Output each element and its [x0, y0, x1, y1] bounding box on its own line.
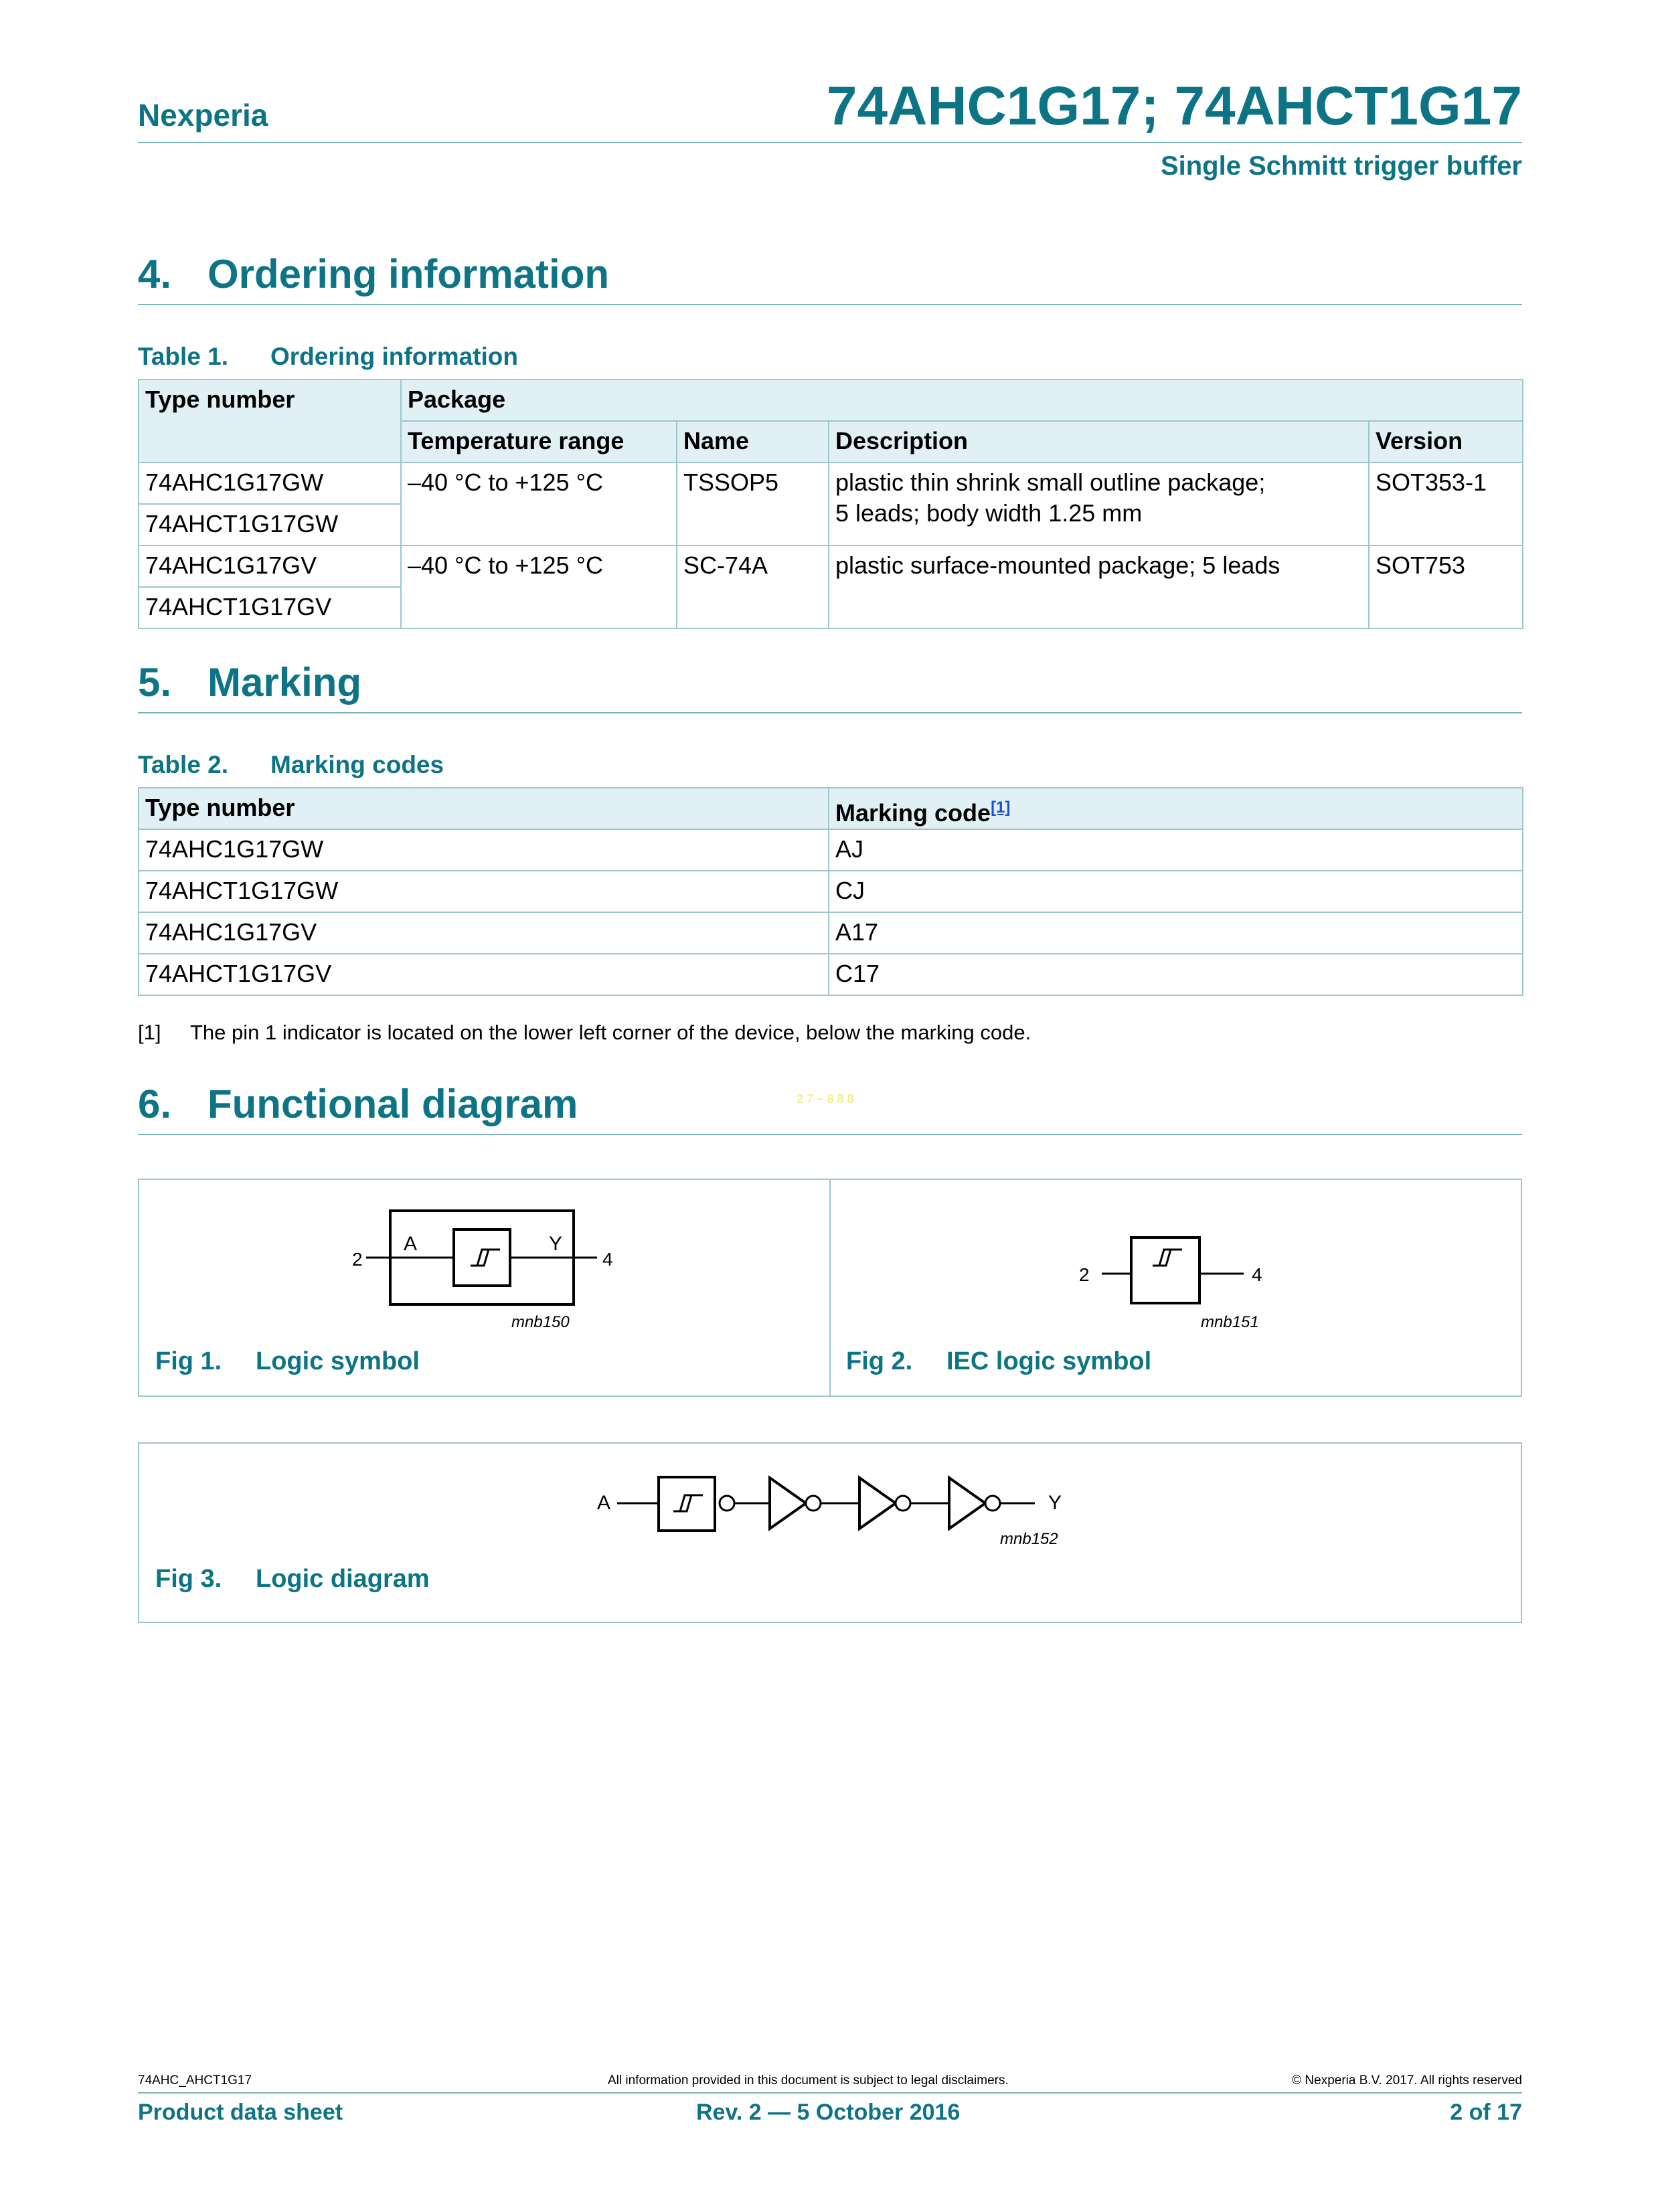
logic-symbol-diagram [352, 1211, 613, 1331]
inverter-triangle [949, 1478, 985, 1529]
package-name-cell: SC-74A [677, 545, 829, 628]
type-number-cell: 74AHC1G17GW [139, 829, 829, 871]
marking-codes-table [138, 787, 1523, 996]
diagram-code: mnb152 [1000, 1530, 1058, 1548]
marking-code-cell: AJ [829, 829, 1523, 871]
table-row [139, 829, 1523, 871]
footer-divider [138, 2092, 1522, 2094]
footer-page-number: 2 of 17 [1450, 2100, 1522, 2125]
footnote-ref-link[interactable]: [1] [991, 798, 1011, 817]
marking-code-cell: C17 [829, 954, 1523, 995]
section-divider [138, 712, 1522, 713]
version-cell: SOT353-1 [1369, 462, 1523, 545]
description-cell: plastic surface-mounted package; 5 leads [829, 545, 1369, 628]
hysteresis-icon [471, 1250, 500, 1266]
figure-caption-logic-diagram [155, 1565, 430, 1594]
diagram-code: mnb150 [511, 1313, 570, 1331]
faint-artifact-text: 2 7 ~ 8 8 8 [797, 1092, 854, 1106]
figure-caption-logic-symbol [155, 1347, 420, 1376]
inverter-triangle [859, 1478, 896, 1529]
input-label: A [597, 1492, 611, 1514]
section-number: 6. [138, 1082, 172, 1126]
section-title: Ordering information [208, 252, 609, 296]
section-number: 5. [138, 660, 172, 705]
inversion-bubble [985, 1496, 1000, 1511]
inversion-bubble [720, 1496, 734, 1511]
pin-out-label: 4 [602, 1249, 613, 1270]
document-subtitle: Single Schmitt trigger buffer [1160, 151, 1522, 181]
section-divider [138, 304, 1522, 305]
figure-caption: IEC logic symbol [946, 1347, 1152, 1375]
table-number: Table 2. [138, 751, 229, 778]
footer-doc-id: 74AHC_AHCT1G17 [138, 2073, 252, 2088]
logic-diagram [138, 1442, 1522, 1623]
diagram-code: mnb151 [1201, 1313, 1259, 1331]
header-version: Version [1369, 421, 1523, 462]
pin-out-label: 4 [1252, 1264, 1262, 1285]
type-number-cell: 74AHC1G17GW [139, 462, 401, 504]
pin-in-label: 2 [352, 1249, 363, 1270]
table-caption-ordering [138, 343, 518, 371]
footer-disclaimer: All information provided in this document is subject to legal disclaimers. [608, 2073, 1009, 2088]
version-cell: SOT753 [1369, 545, 1523, 628]
header-type-number: Type number [139, 788, 829, 829]
footer-revision: Rev. 2 — 5 October 2016 [696, 2100, 961, 2125]
section-title: Functional diagram [208, 1082, 578, 1126]
type-number-cell: 74AHCT1G17GV [139, 954, 829, 995]
output-label: Y [1048, 1492, 1062, 1514]
inversion-bubble [896, 1496, 910, 1511]
header-description: Description [829, 421, 1369, 462]
footer-copyright: © Nexperia B.V. 2017. All rights reserved [1292, 2073, 1522, 2088]
table-caption-marking [138, 751, 444, 779]
iec-gate-outline [1131, 1238, 1199, 1303]
figure-number: Fig 1. [155, 1347, 222, 1375]
type-number-cell: 74AHCT1G17GW [139, 504, 401, 545]
table-row [139, 545, 1523, 587]
footnote-ref: [1] [138, 1021, 161, 1044]
figure-caption: Logic symbol [256, 1347, 420, 1375]
table-number: Table 1. [138, 343, 229, 370]
header-package: Package [401, 379, 1523, 421]
pin-in-label: 2 [1079, 1264, 1090, 1285]
header-name: Name [677, 421, 829, 462]
hysteresis-icon [1153, 1250, 1182, 1266]
type-number-cell: 74AHCT1G17GW [139, 871, 829, 912]
section-divider [138, 1134, 1522, 1135]
figure-number: Fig 3. [155, 1565, 222, 1593]
temperature-range-cell: –40 °C to +125 °C [401, 545, 677, 628]
description-line: 5 leads; body width 1.25 mm [835, 499, 1143, 527]
section-number: 4. [138, 252, 172, 296]
ordering-information-table [138, 379, 1523, 629]
header-type-number: Type number [139, 379, 401, 462]
table-caption: Ordering information [270, 343, 518, 370]
type-number-cell: 74AHCT1G17GV [139, 587, 401, 628]
table-caption: Marking codes [270, 751, 444, 778]
table-row [139, 462, 1523, 504]
footnote-text: The pin 1 indicator is located on the lower left corner of the device, below the marking code. [190, 1021, 1031, 1044]
marking-code-cell: CJ [829, 871, 1523, 912]
table-row [139, 871, 1523, 912]
figure-number: Fig 2. [846, 1347, 913, 1375]
type-number-cell: 74AHC1G17GV [139, 545, 401, 587]
header-marking-code [829, 788, 1523, 829]
table-row [139, 912, 1523, 954]
hysteresis-icon [673, 1495, 703, 1511]
marking-code-label: Marking code [835, 799, 991, 827]
schmitt-box [659, 1477, 715, 1531]
document-title: 74AHC1G17; 74AHCT1G17 [826, 76, 1522, 137]
section-title: Marking [208, 660, 362, 705]
header-temperature-range: Temperature range [401, 421, 677, 462]
table-footnote [138, 1021, 1031, 1045]
table-row [139, 954, 1523, 995]
iec-logic-symbol-diagram [1079, 1238, 1262, 1331]
inverter-triangle [770, 1478, 806, 1529]
schmitt-box [454, 1229, 510, 1286]
type-number-cell: 74AHC1G17GV [139, 912, 829, 954]
company-name: Nexperia [138, 98, 268, 133]
section-heading-ordering [138, 251, 609, 297]
footer-doc-type: Product data sheet [138, 2100, 343, 2125]
input-label: A [404, 1233, 418, 1255]
section-heading-marking [138, 659, 361, 705]
figure-caption: Logic diagram [256, 1565, 430, 1593]
inversion-bubble [806, 1496, 821, 1511]
marking-code-cell: A17 [829, 912, 1523, 954]
header-divider [138, 142, 1522, 143]
description-line: plastic thin shrink small outline package; [835, 469, 1266, 496]
figure-caption-iec-logic-symbol [846, 1347, 1151, 1376]
output-label: Y [549, 1233, 563, 1255]
package-name-cell: TSSOP5 [677, 462, 829, 545]
temperature-range-cell: –40 °C to +125 °C [401, 462, 677, 545]
description-cell [829, 462, 1369, 545]
section-heading-functional-diagram [138, 1081, 578, 1127]
